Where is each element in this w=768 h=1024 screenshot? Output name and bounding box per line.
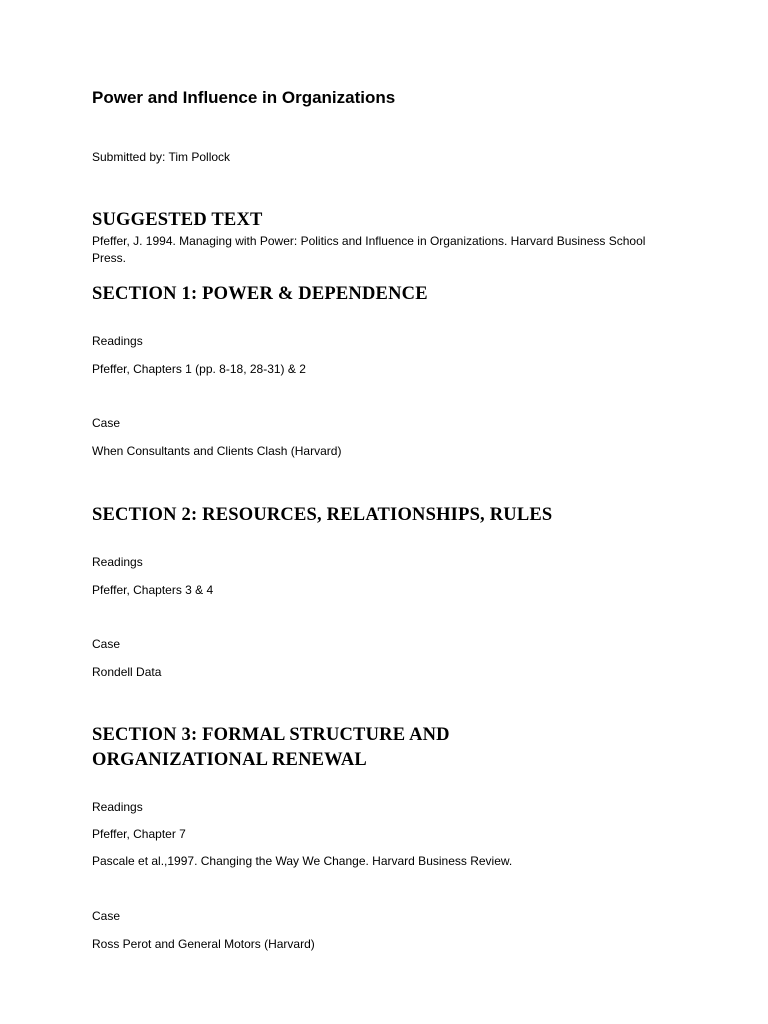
section-3-reading-item: Pfeffer, Chapter 7 bbox=[92, 827, 186, 841]
section-2-case: Rondell Data bbox=[92, 665, 162, 679]
section-3-reading-item: Pascale et al.,1997. Changing the Way We Change. Harvard Business Review. bbox=[92, 854, 513, 868]
section-2-case-label: Case bbox=[92, 637, 121, 651]
section-2-readings-label: Readings bbox=[92, 555, 143, 569]
section-3-readings-label: Readings bbox=[92, 800, 143, 814]
section-3-heading-line-1: SECTION 3: FORMAL STRUCTURE AND bbox=[92, 725, 450, 745]
section-3-case: Ross Perot and General Motors (Harvard) bbox=[92, 937, 315, 951]
section-2-heading: SECTION 2: RESOURCES, RELATIONSHIPS, RULES bbox=[92, 505, 553, 525]
suggested-text-citation: Pfeffer, J. 1994. Managing with Power: Politics and Influence in Organizations. Harvard Business School Press. bbox=[92, 234, 646, 265]
section-1-readings-label: Readings bbox=[92, 334, 143, 348]
section-3-case-label: Case bbox=[92, 909, 121, 923]
section-1-case-label: Case bbox=[92, 416, 121, 430]
section-1-case: When Consultants and Clients Clash (Harvard) bbox=[92, 444, 342, 458]
section-1-reading-item: Pfeffer, Chapters 1 (pp. 8-18, 28-31) & 2 bbox=[92, 362, 306, 376]
section-3-heading-line-2: ORGANIZATIONAL RENEWAL bbox=[92, 750, 367, 770]
submitted-by: Submitted by: Tim Pollock bbox=[92, 150, 231, 164]
section-1-heading: SECTION 1: POWER & DEPENDENCE bbox=[92, 284, 428, 304]
document-title: Power and Influence in Organizations bbox=[92, 88, 396, 107]
suggested-text-heading: SUGGESTED TEXT bbox=[92, 210, 263, 230]
section-2-reading-item: Pfeffer, Chapters 3 & 4 bbox=[92, 583, 214, 597]
